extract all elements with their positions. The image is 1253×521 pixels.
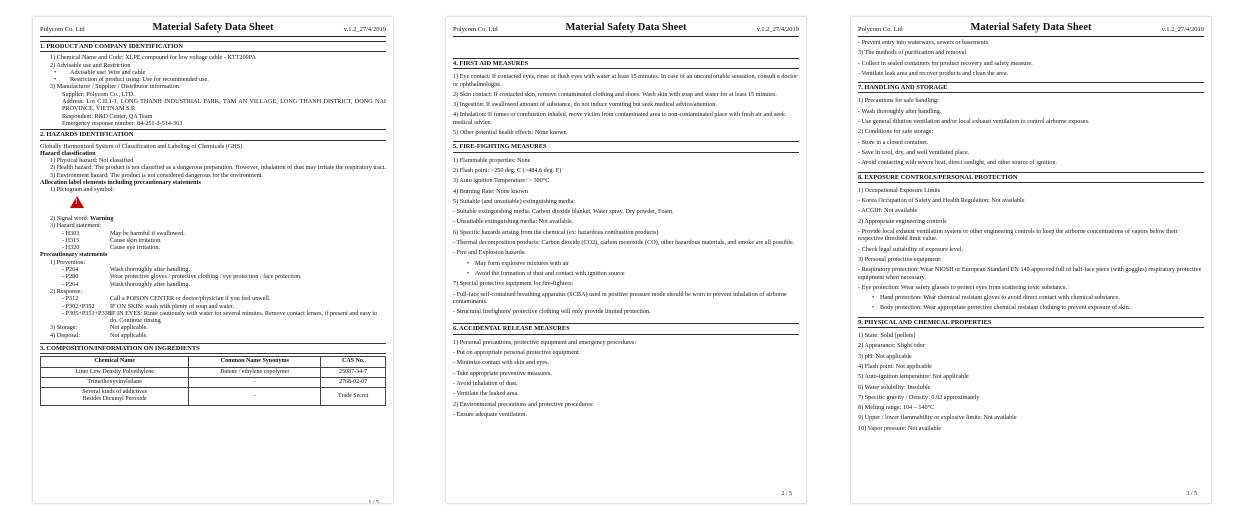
table-cell: 2768-02-07 bbox=[321, 377, 386, 387]
section-title: 1. PRODUCT AND COMPANY IDENTIFICATION bbox=[40, 41, 386, 52]
table-cell: Butene / ethylene copolymer bbox=[189, 367, 321, 377]
table-cell: Several kinds of addictives Besides Dicumyl Peroxide bbox=[41, 388, 189, 406]
statement-text: Call a POISON CENTER or doctor/physician if you feel unwell. bbox=[110, 295, 271, 303]
company-name: Polycom Co. Ltd bbox=[453, 26, 498, 33]
text-line: - Minimize contact with skin and eyes. bbox=[453, 359, 550, 367]
text-line: - Wash thoroughly after handling. bbox=[858, 107, 942, 115]
statement-text: Wash thoroughly after handling. bbox=[110, 266, 190, 274]
first-aid-list bbox=[453, 73, 799, 136]
text-line: Address: Lot C.II.1-1, LONG THANH INDUSTRIAL PARK, TAM AN VILLAGE, LONG THANH DISTRICT, DONG NAI PROVINCE, VIETNAM S.R bbox=[62, 98, 386, 113]
section-title: 3. COMPOSITION/INFORMATION ON INGREDIENTS bbox=[40, 343, 386, 354]
text-line: 3) Ingestion: If swallowed amount of substance, do not induce vomiting but seek medical advice/attention. bbox=[453, 101, 717, 109]
statement-text: IF IN EYES: Rinse cautiously with water for several minutes. Remove contact lenses, if present and easy to do. Continue rinsing. bbox=[110, 309, 378, 325]
table-row bbox=[41, 377, 386, 387]
text-line: Emergency response number: 84-251-3-514-363 bbox=[62, 119, 183, 127]
text-line: 3) Manufacturer / Supplier / Distributor information: bbox=[50, 83, 181, 91]
text-line: - Ensure adequate ventilation. bbox=[453, 410, 527, 418]
statement-row bbox=[40, 237, 386, 244]
prevention-list bbox=[40, 266, 386, 288]
table-cell: Liner Low Density Polyethylene bbox=[41, 367, 189, 377]
text-line: - Save in cool, dry, and well ventilated place. bbox=[858, 148, 970, 156]
fire-fighting-list bbox=[453, 157, 799, 257]
statement-row bbox=[40, 281, 386, 288]
section-title: 4. FIRST AID MEASURES bbox=[453, 58, 799, 69]
statement-text: IF ON SKIN: wash with plenty of soap and water. bbox=[110, 302, 235, 310]
page-number: 1 / 5 bbox=[368, 500, 379, 503]
text-line: 7) Specific gravity / Density: 0.92 approximately bbox=[858, 393, 980, 401]
text-line: - Avoid contacting with severe heat, direct sunlight, and other source of ignition. bbox=[858, 159, 1058, 167]
table-header-cell: Chemical Name bbox=[41, 357, 189, 367]
section-title: 6. ACCIDENTAL RELEASE MEASURES bbox=[453, 323, 799, 334]
text-line: - Unsuitable extinguishing media: Not available. bbox=[453, 218, 574, 226]
table-cell: Trade Secret bbox=[321, 388, 386, 406]
document-title: Material Safety Data Sheet bbox=[565, 22, 687, 33]
company-name: Polycom Co. Ltd bbox=[858, 26, 903, 33]
statement-code: - P264 bbox=[62, 280, 79, 288]
statement-code: - P280 bbox=[62, 273, 79, 281]
table-cell: Trimethoxyvinylsilane bbox=[41, 377, 189, 387]
text-line: 1) Pictogram and symbol: bbox=[50, 186, 115, 194]
text-line: - ACGIH: Not available bbox=[858, 207, 918, 215]
table-cell: 25087-34-7 bbox=[321, 367, 386, 377]
document-page-3 bbox=[851, 17, 1211, 503]
bullet-item: • Advisable use: Wire and cable bbox=[40, 69, 386, 76]
statement-code: - P264 bbox=[62, 266, 79, 274]
bullet-item: • Restriction of product using: Use for recommended use. bbox=[40, 76, 386, 83]
text-line: 5) Auto-ignition temperature: Not applicable bbox=[858, 373, 969, 381]
statement-row bbox=[40, 230, 386, 237]
text-line: 1) Occupational Exposure Limits bbox=[858, 186, 941, 194]
text-line: 3) Auto ignition Temperature: > 300°C bbox=[453, 177, 550, 185]
text-line: 2) Environmental precautions and protective procedures: bbox=[453, 400, 594, 408]
text-line: 2) Conditions for safe storage: bbox=[858, 128, 934, 136]
statement-row bbox=[40, 266, 386, 273]
disposal-line: 4) Disposal: Not applicable. bbox=[50, 331, 148, 339]
text-line: 4) Burning Rate: None known bbox=[453, 187, 528, 195]
document-version: v.1.2_27/4/2019 bbox=[1161, 26, 1204, 33]
text-line: 1) State: Solid [pellets] bbox=[858, 332, 916, 340]
text-line: 1) Prevention: bbox=[50, 258, 86, 266]
text-line: 3) Environment hazard: The product is not considered dangerous for the environment. bbox=[50, 171, 263, 179]
statement-row bbox=[40, 303, 386, 310]
statement-code: - H320 bbox=[62, 244, 80, 252]
text-line: 5) Suitable (and unsuitable) extinguishing media: bbox=[453, 197, 576, 205]
text-line: 1) Precautions for safe handling: bbox=[858, 97, 939, 105]
subheading: Precautionary statements bbox=[40, 251, 108, 259]
statement-code: - P302+P352 bbox=[62, 302, 95, 310]
page-number: 3 / 5 bbox=[1186, 491, 1197, 497]
handling-storage-list bbox=[858, 97, 1204, 166]
text-line: - Put on appropriate personal protective equipment. bbox=[453, 349, 581, 357]
fire-fighting-list-2 bbox=[453, 280, 799, 315]
physical-properties-list bbox=[858, 332, 1204, 432]
text-line: - Ventilate the leaked area. bbox=[453, 390, 519, 398]
bullet-item: • Body protection: Wear appropriate protective chemical resistant clothing to prevent exposure of skin. bbox=[858, 304, 1204, 311]
fire-hazard-bullets bbox=[453, 260, 799, 278]
text-line: 7) Special protective equipment for fire-fighters: bbox=[453, 280, 574, 288]
statement-text: Cause eye irritation. bbox=[110, 244, 160, 252]
text-line: - Avoid inhalation of dust. bbox=[453, 379, 518, 387]
protection-bullets bbox=[858, 294, 1204, 312]
statement-text: Wear protective gloves / protective clothing / eye protection / face protection. bbox=[110, 273, 302, 281]
statement-row bbox=[40, 310, 386, 325]
document-version: v.1.2_27/4/2019 bbox=[756, 26, 799, 33]
text-line: 6) Water solubility: Insoluble bbox=[858, 383, 931, 391]
text-line: 3) pH: Not applicable bbox=[858, 352, 912, 360]
statement-code: - P305+P351+P338 bbox=[62, 309, 111, 317]
section-title: 2. HAZARDS IDENTIFICATION bbox=[40, 129, 386, 140]
text-line: 4) Inhalation: If fumes or combustion inhaled, move victim from contaminated area to non-contaminated place with fresh air and seek medical advice. bbox=[453, 111, 785, 126]
text-line: 1) Chemical Name and Code: XLPE compound for low voltage cable - KTT200PA bbox=[50, 54, 256, 62]
text-line: Globally Harmonized System of Classification and Labeling of Chemicals (GHS) bbox=[40, 142, 243, 150]
table-cell: - bbox=[189, 388, 321, 406]
response-list bbox=[40, 295, 386, 324]
section-title: 5. FIRE-FIGHTING MEASURES bbox=[453, 141, 799, 152]
bullet-item: • Avoid the formation of dust and contact with ignition source bbox=[453, 270, 799, 277]
hazard-statement-list bbox=[40, 230, 386, 252]
text-line: 2) Response: bbox=[50, 287, 83, 295]
text-line: 5) Other potential health effects: None known bbox=[453, 129, 567, 137]
section-title: 7. HANDLING AND STORAGE bbox=[858, 82, 1204, 93]
text-line: 10) Vapor pressure: Not available bbox=[858, 424, 942, 432]
table-header-cell: CAS No. bbox=[321, 357, 386, 367]
page-header bbox=[858, 23, 1204, 37]
text-line: 4) Flash point: Not applicable bbox=[858, 362, 932, 370]
document-page-2 bbox=[446, 17, 806, 503]
document-title: Material Safety Data Sheet bbox=[970, 22, 1092, 33]
text-line: - Fire and Explosion hazards: bbox=[453, 249, 526, 257]
text-line: 1) Physical hazard: Not classified bbox=[50, 157, 134, 165]
text-line: 2) Appropriate engineering controls bbox=[858, 217, 947, 225]
table-row bbox=[41, 367, 386, 377]
text-line: 9) Upper / lower flammability or explosive limits: Not available bbox=[858, 414, 1017, 422]
accidental-release-list bbox=[453, 339, 799, 418]
signal-word-line: 2) Signal word: Warning bbox=[50, 214, 114, 222]
statement-row bbox=[40, 295, 386, 302]
text-line: 8) Melting range: 104 – 140°C bbox=[858, 404, 935, 412]
bullet-item: • May form explosive mixtures with air bbox=[453, 260, 799, 267]
page-header bbox=[453, 23, 799, 37]
text-line: - Check legal suitability of exposure level. bbox=[858, 245, 963, 253]
text-line: Respondent: R&D Center, QA Team bbox=[62, 112, 153, 120]
text-line: 1) Flammable properties: None bbox=[453, 156, 531, 164]
release-continued-list bbox=[858, 39, 1204, 77]
table-row bbox=[41, 388, 386, 406]
text-line: - Eye protection: Wear safety glasses to protect eyes from scattering toxic substance. bbox=[858, 283, 1068, 291]
statement-code: - H315 bbox=[62, 236, 80, 244]
statement-row bbox=[40, 273, 386, 280]
company-name: Polycom Co. Ltd bbox=[40, 26, 85, 33]
page-number: 2 / 5 bbox=[781, 491, 792, 497]
text-line: - Respiratory protection: Wear NIOSH or European Standard EN 149 approved full of half-face piece (with goggles) respiratory protective equipment when necessary. bbox=[858, 266, 1202, 281]
document-version: v.1.2_27/4/2019 bbox=[343, 26, 386, 33]
text-line: 3) Hazard statement: bbox=[50, 222, 102, 230]
text-line: - Provide local exhaust ventilation system or other engineering controls to keep the airborne concentrations of vapors below their respective threshold limit value. bbox=[858, 228, 1178, 243]
exposure-controls-list bbox=[858, 187, 1204, 291]
document-page-1 bbox=[33, 17, 393, 503]
text-line: 6) Specific hazards arising from the chemical (ex: hazardous combustion products) bbox=[453, 228, 659, 236]
text-line: - Prevent entry into waterways, sewers or basements. bbox=[858, 39, 990, 46]
text-line: - Full-face self-contained breathing apparatus (SCBA) used in positive pressure mode should be worn to prevent inhalation of airborne contaminants. bbox=[453, 290, 787, 305]
statement-code: - P312 bbox=[62, 295, 79, 303]
composition-table bbox=[40, 356, 386, 405]
warning-pictogram-icon bbox=[40, 194, 386, 212]
statement-text: Wash thoroughly after handling. bbox=[110, 280, 190, 288]
statement-text: May be harmful if swallowed. bbox=[110, 229, 185, 237]
text-line: 2) Health hazard: The product is not classified as a dangerous preparation. However, inhalation of dust may irritate the respiratory tract. bbox=[50, 164, 386, 172]
subheading: Allocation label elements including precautionary statements bbox=[40, 179, 201, 187]
text-line: 2) Skin contact: If contacted skin, remove contaminated clothing and shoes. Wash skin with soap and water for at least 15 minutes. bbox=[453, 90, 777, 98]
storage-line: 3) Storage: Not applicable. bbox=[50, 324, 148, 332]
statement-text: Cause skin irritation. bbox=[110, 236, 162, 244]
statement-row bbox=[40, 244, 386, 251]
text-line: - Korea Occupation of Safety and Health Regulation: Not available bbox=[858, 197, 1025, 205]
text-line: 3) Personal protective equipment: bbox=[858, 255, 942, 263]
text-line: - Collect in sealed containers for product recovery and safety measure. bbox=[858, 59, 1033, 67]
text-line: - Suitable extinguishing media: Carbon dioxide blanket, Water spray, Dry powder, Foam. bbox=[453, 208, 674, 216]
text-line: - Store in a closed container. bbox=[858, 138, 929, 146]
text-line: 1) Personal precautions, protective equipment and emergency procedures: bbox=[453, 338, 637, 346]
text-line: 2) Flash point: >250 deg. C (>484.6 deg. F) bbox=[453, 166, 562, 174]
table-cell: - bbox=[189, 377, 321, 387]
bullet-item: • Hand protection: Wear chemical resistant gloves to avoid direct contact with chemical substance. bbox=[858, 294, 1204, 301]
section-title: 8. EXPOSURE CONTROLS/PERSONAL PROTECTION bbox=[858, 172, 1204, 183]
statement-code: - H303 bbox=[62, 229, 80, 237]
subheading: Hazard classification bbox=[40, 149, 96, 157]
text-line: - Thermal decomposition products: Carbon dioxide (CO2), carbon monoxide (CO), other hazardous materials, and smoke are all possible. bbox=[453, 239, 795, 247]
section-title: 9. PHYSICAL AND CHEMICAL PROPERTIES bbox=[858, 317, 1204, 328]
text-line: Supplier: Polycom Co., LTD. bbox=[62, 90, 135, 98]
document-title: Material Safety Data Sheet bbox=[152, 22, 274, 33]
text-line: - Take appropriate preventive measures. bbox=[453, 369, 552, 377]
text-line: 1) Eye contact: If contacted eyes, rinse or flush eyes with water at least 15 minutes. In case of an uncomfortable sensation, consult a doctor or ophthalmologist. bbox=[453, 73, 798, 88]
text-line: 2) Advisable use and Restriction bbox=[50, 61, 131, 69]
text-line: 2) Appearance: Slight odor bbox=[858, 342, 925, 350]
text-line: - Ventilate leak area and recover products and clean the area. bbox=[858, 69, 1009, 77]
text-line: 3) The methods of purification and removal bbox=[858, 49, 967, 57]
table-header-cell: Common Name Synonyms bbox=[189, 357, 321, 367]
text-line: - Use general dilution ventilation and/or local exhaust ventilation to control airborne exposes. bbox=[858, 118, 1090, 126]
text-line: - Structural firefighters' protective clothing will only provide limited protection. bbox=[453, 308, 651, 316]
page-header bbox=[40, 23, 386, 37]
